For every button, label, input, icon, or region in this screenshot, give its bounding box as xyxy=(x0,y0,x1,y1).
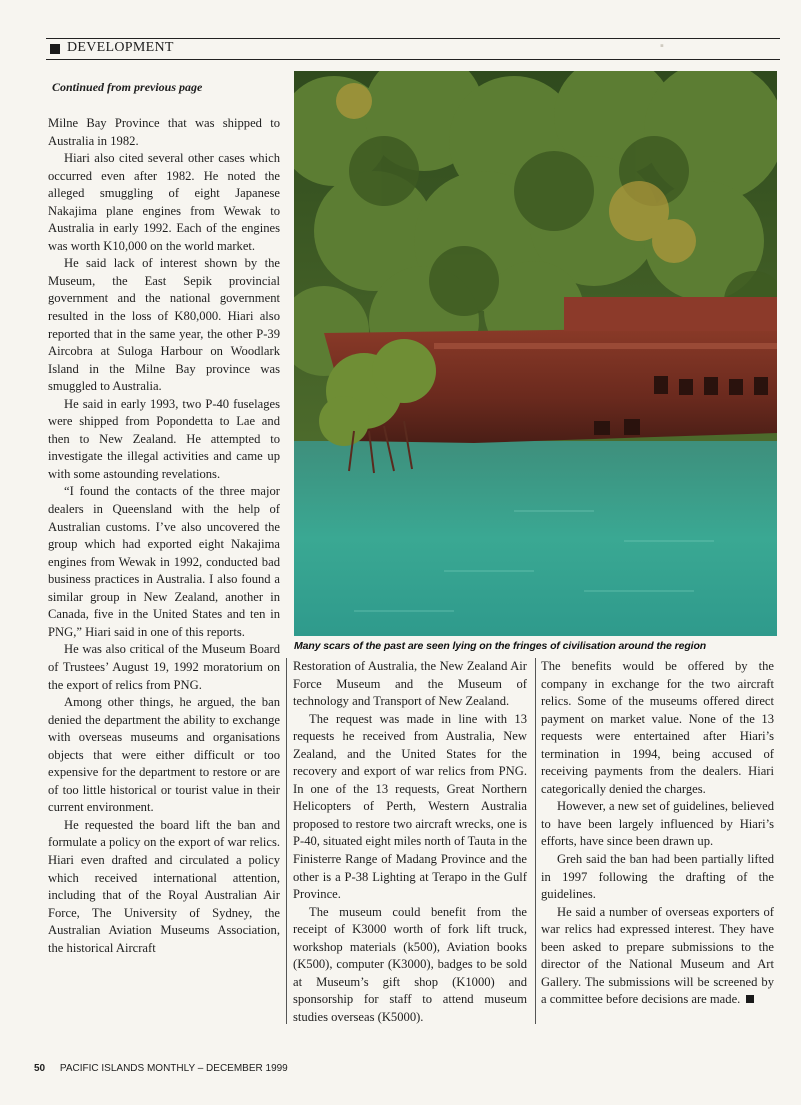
article-paragraph: Greh said the ban had been partially lifted in 1997 following the drafting of the guidelines. xyxy=(541,852,774,902)
article-paragraph: Restoration of Australia, the New Zealand Air Force Museum and the Museum of technology and Transport of New Zealand. xyxy=(293,659,527,709)
end-of-article-icon xyxy=(746,995,754,1003)
publication-line: PACIFIC ISLANDS MONTHLY – DECEMBER 1999 xyxy=(59,1063,288,1074)
article-paragraph: However, a new set of guidelines, believed to have been largely influenced by Hiari’s efforts, have since been drawn up. xyxy=(541,799,774,849)
article-paragraph: He requested the board lift the ban and formulate a policy on the export of war relics. Hiari even drafted and circulated a policy which received international attention, including that of the Royal Australian Air Force, The University of Sydney, the Australian Aviation Museums Association, the historical Aircraft xyxy=(48,817,280,955)
bleed-through-mark: ▪ xyxy=(660,40,665,52)
article-column-3 xyxy=(541,658,774,1009)
page-number: 50 xyxy=(34,1063,46,1074)
column-rule-2 xyxy=(535,658,536,1024)
article-paragraph: He said a number of overseas exporters of war relics had expressed interest. They have been asked to prepare submissions to the director of the National Museum and Art Gallery. The submissions will be screened by a committee before decisions are made. xyxy=(541,904,774,1007)
section-label: DEVELOPMENT xyxy=(67,40,174,55)
article-paragraph: He said in early 1993, two P-40 fuselages were shipped from Popondetta to Lae and then to New Zealand. He attempted to investigate the illegal activities and came up with some astounding revelations. xyxy=(48,396,280,481)
section-header xyxy=(46,38,780,60)
article-column-1 xyxy=(48,115,280,957)
article-column-2 xyxy=(293,658,527,1026)
column-rule-1 xyxy=(286,658,287,1024)
article-paragraph: “I found the contacts of the three major dealers in Queensland with the help of Australian customs. I’ve also uncovered the group which had exported eight Nakajima engines from Wewak in 1992, conducted bad business practices in Australia. I also found a similar group in New Zealand, another in Canada, five in the United States and ten in PNG,” Hiari said in one of this reports. xyxy=(48,484,280,639)
photo-caption: Many scars of the past are seen lying on the fringes of civilisation around the region xyxy=(294,640,707,652)
article-paragraph: Among other things, he argued, the ban denied the department the ability to exchange with overseas museums and organisations objects that were either difficult or too expensive for the department to restore or are of too little historical or tourist value in their current environment. xyxy=(48,695,280,815)
shipwreck-photo xyxy=(294,71,777,636)
page-footer xyxy=(34,1063,288,1074)
article-paragraph: Hiari also cited several other cases which occurred even after 1982. He noted the alleged smuggling of eight Japanese Nakajima plane engines from Wewak to Australia in early 1992. Each of the engines was worth K10,000 on the world market. xyxy=(48,151,280,253)
article-paragraph: He said lack of interest shown by the Museum, the East Sepik provincial government and the national government resulted in the loss of K80,000. Hiari also reported that in the same year, the other P-39 Aircobra at Suloga Harbour on Woodlark Island in the Milne Bay province was smuggled to Australia. xyxy=(48,256,280,394)
continued-note: Continued from previous page xyxy=(52,80,203,94)
article-paragraph: The museum could benefit from the receipt of K3000 worth of fork lift truck, workshop materials (k500), Aviation books (K500), computer (K3000), badges to be sold at Museum’s gift shop (K1000) and sponsorship for staff to attend museum studies overseas (K5000). xyxy=(293,904,527,1024)
article-paragraph: The request was made in line with 13 requests he received from Australia, New Zealand, and the United States for the recovery and export of war relics from PNG. In one of the 13 requests, Great Northern Helicopters of Perth, Western Australia proposed to restore two aircraft wrecks, one is P-40, situated eight miles north of Tauta in the Finisterre Range of Madang Province and the other is a P-38 Lighting at Terapo in the Gulf Province. xyxy=(293,711,527,902)
section-square-icon xyxy=(50,44,60,54)
article-paragraph: The benefits would be offered by the company in exchange for the two aircraft relics. Some of the museums offered direct payment on market value. None of the 13 requests were entertained after Hiari’s termination in 1994, being accused of receiving payments from the dealers. Hiari categorically denied the charges. xyxy=(541,659,774,796)
article-paragraph: Milne Bay Province that was shipped to Australia in 1982. xyxy=(48,116,280,148)
article-paragraph: He was also critical of the Museum Board of Trustees’ August 19, 1992 moratorium on the export of relics from PNG. xyxy=(48,642,280,692)
